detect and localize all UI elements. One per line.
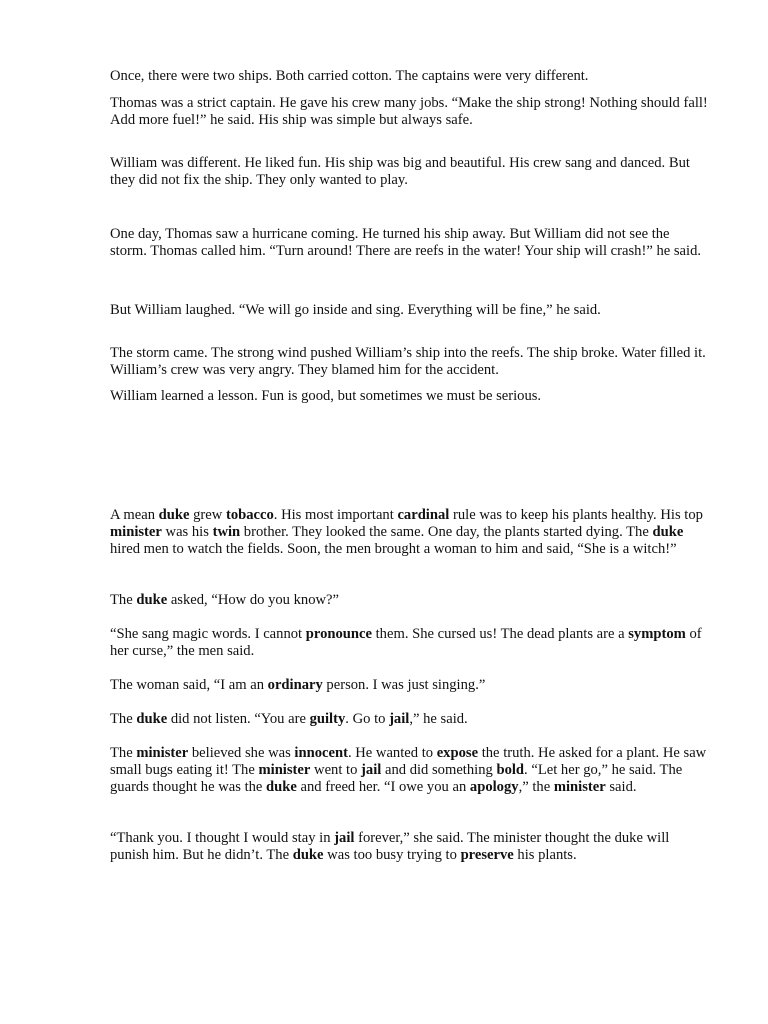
vocabulary-word: minister bbox=[136, 745, 189, 761]
vocabulary-word: twin bbox=[212, 524, 241, 540]
vocabulary-word: duke bbox=[136, 592, 168, 608]
vocabulary-word: guilty bbox=[309, 711, 346, 727]
vocabulary-word: duke bbox=[266, 779, 297, 795]
text-run: The bbox=[110, 592, 137, 608]
story2-paragraph-2 bbox=[110, 592, 710, 609]
vocabulary-word: preserve bbox=[460, 847, 514, 863]
text-run: was too busy trying to bbox=[323, 847, 461, 863]
vocabulary-word: minister bbox=[110, 524, 162, 540]
vocabulary-word: jail bbox=[389, 711, 410, 727]
story1-paragraph-7: William learned a lesson. Fun is good, but sometimes we must be serious. bbox=[110, 388, 542, 404]
text-run: asked, “How do you know?” bbox=[167, 592, 340, 608]
text-run: went to bbox=[310, 762, 362, 778]
vocabulary-word: minister bbox=[553, 779, 606, 795]
text-run: ,” the bbox=[518, 779, 554, 795]
text-run: grew bbox=[189, 507, 226, 523]
text-run: them. She cursed us! The dead plants are a bbox=[371, 626, 629, 642]
text-run: A mean bbox=[110, 507, 159, 523]
vocabulary-word: jail bbox=[334, 830, 355, 846]
vocabulary-word: ordinary bbox=[267, 677, 323, 693]
story2-paragraph-7 bbox=[110, 830, 710, 864]
text-run: “She sang magic words. I cannot bbox=[110, 626, 306, 642]
story2-paragraph-1 bbox=[110, 507, 710, 558]
story1-paragraph-3: William was different. He liked fun. His ship was big and beautiful. His crew sang and danced. But they did not fix the ship. They only wanted to play. bbox=[110, 155, 690, 188]
text-run: . His most important bbox=[273, 507, 398, 523]
story1-paragraph-6: The storm came. The strong wind pushed William’s ship into the reefs. The ship broke. Water filled it. William’s crew was very angry. They blamed him for the accident. bbox=[110, 345, 706, 378]
text-run: his plants. bbox=[513, 847, 577, 863]
text-run: . “Let her go,” he said. The guards thought he was the bbox=[110, 762, 683, 795]
vocabulary-word: cardinal bbox=[397, 507, 450, 523]
text-run: believed she was bbox=[188, 745, 295, 761]
vocabulary-word: bold bbox=[496, 762, 525, 778]
text-run: forever,” she said. The minister thought the duke will punish him. But he didn’t. The bbox=[110, 830, 670, 863]
text-run: the truth. He asked for a plant. He saw small bugs eating it! The bbox=[110, 745, 707, 778]
vocabulary-word: apology bbox=[469, 779, 519, 795]
vocabulary-word: duke bbox=[652, 524, 684, 540]
vocabulary-word: symptom bbox=[628, 626, 686, 642]
text-run: person. I was just singing.” bbox=[322, 677, 486, 693]
text-run: ,” he said. bbox=[409, 711, 468, 727]
vocabulary-word: duke bbox=[158, 507, 190, 523]
text-run: and freed her. “I owe you an bbox=[296, 779, 470, 795]
vocabulary-word: duke bbox=[292, 847, 324, 863]
story2-paragraph-4 bbox=[110, 677, 710, 694]
text-run: hired men to watch the fields. Soon, the men brought a woman to him and said, “She is a witch!” bbox=[110, 541, 677, 557]
story1-paragraph-2: Thomas was a strict captain. He gave his crew many jobs. “Make the ship strong! Nothing should fall! Add more fuel!” he said. His ship was simple but always safe. bbox=[110, 95, 708, 128]
text-run: The bbox=[110, 745, 137, 761]
text-run: and did something bbox=[381, 762, 497, 778]
story2-paragraph-6 bbox=[110, 745, 710, 796]
text-run: rule was to keep his plants healthy. His top bbox=[449, 507, 703, 523]
text-run: brother. They looked the same. One day, the plants started dying. The bbox=[240, 524, 653, 540]
text-run: was his bbox=[161, 524, 213, 540]
vocabulary-word: pronounce bbox=[305, 626, 372, 642]
text-run: . Go to bbox=[345, 711, 390, 727]
story2-paragraph-5 bbox=[110, 711, 710, 728]
story1-paragraph-4: One day, Thomas saw a hurricane coming. He turned his ship away. But William did not see the storm. Thomas called him. “Turn around! There are reefs in the water! Your ship will crash!” he said. bbox=[110, 226, 702, 259]
story2-paragraph-3 bbox=[110, 626, 710, 660]
vocabulary-word: innocent bbox=[294, 745, 348, 761]
text-run: The bbox=[110, 711, 137, 727]
text-run: “Thank you. I thought I would stay in bbox=[110, 830, 335, 846]
text-run: of her curse,” the men said. bbox=[110, 626, 702, 659]
text-run: did not listen. “You are bbox=[167, 711, 310, 727]
vocabulary-word: jail bbox=[361, 762, 382, 778]
text-run: said. bbox=[605, 779, 637, 795]
text-run: . He wanted to bbox=[347, 745, 437, 761]
story1-paragraph-5: But William laughed. “We will go inside and sing. Everything will be fine,” he said. bbox=[110, 302, 601, 318]
text-run: The woman said, “I am an bbox=[110, 677, 268, 693]
vocabulary-word: expose bbox=[436, 745, 479, 761]
vocabulary-word: duke bbox=[136, 711, 168, 727]
vocabulary-word: tobacco bbox=[225, 507, 274, 523]
story1-paragraph-1: Once, there were two ships. Both carried cotton. The captains were very different. bbox=[110, 68, 589, 84]
vocabulary-word: minister bbox=[258, 762, 311, 778]
